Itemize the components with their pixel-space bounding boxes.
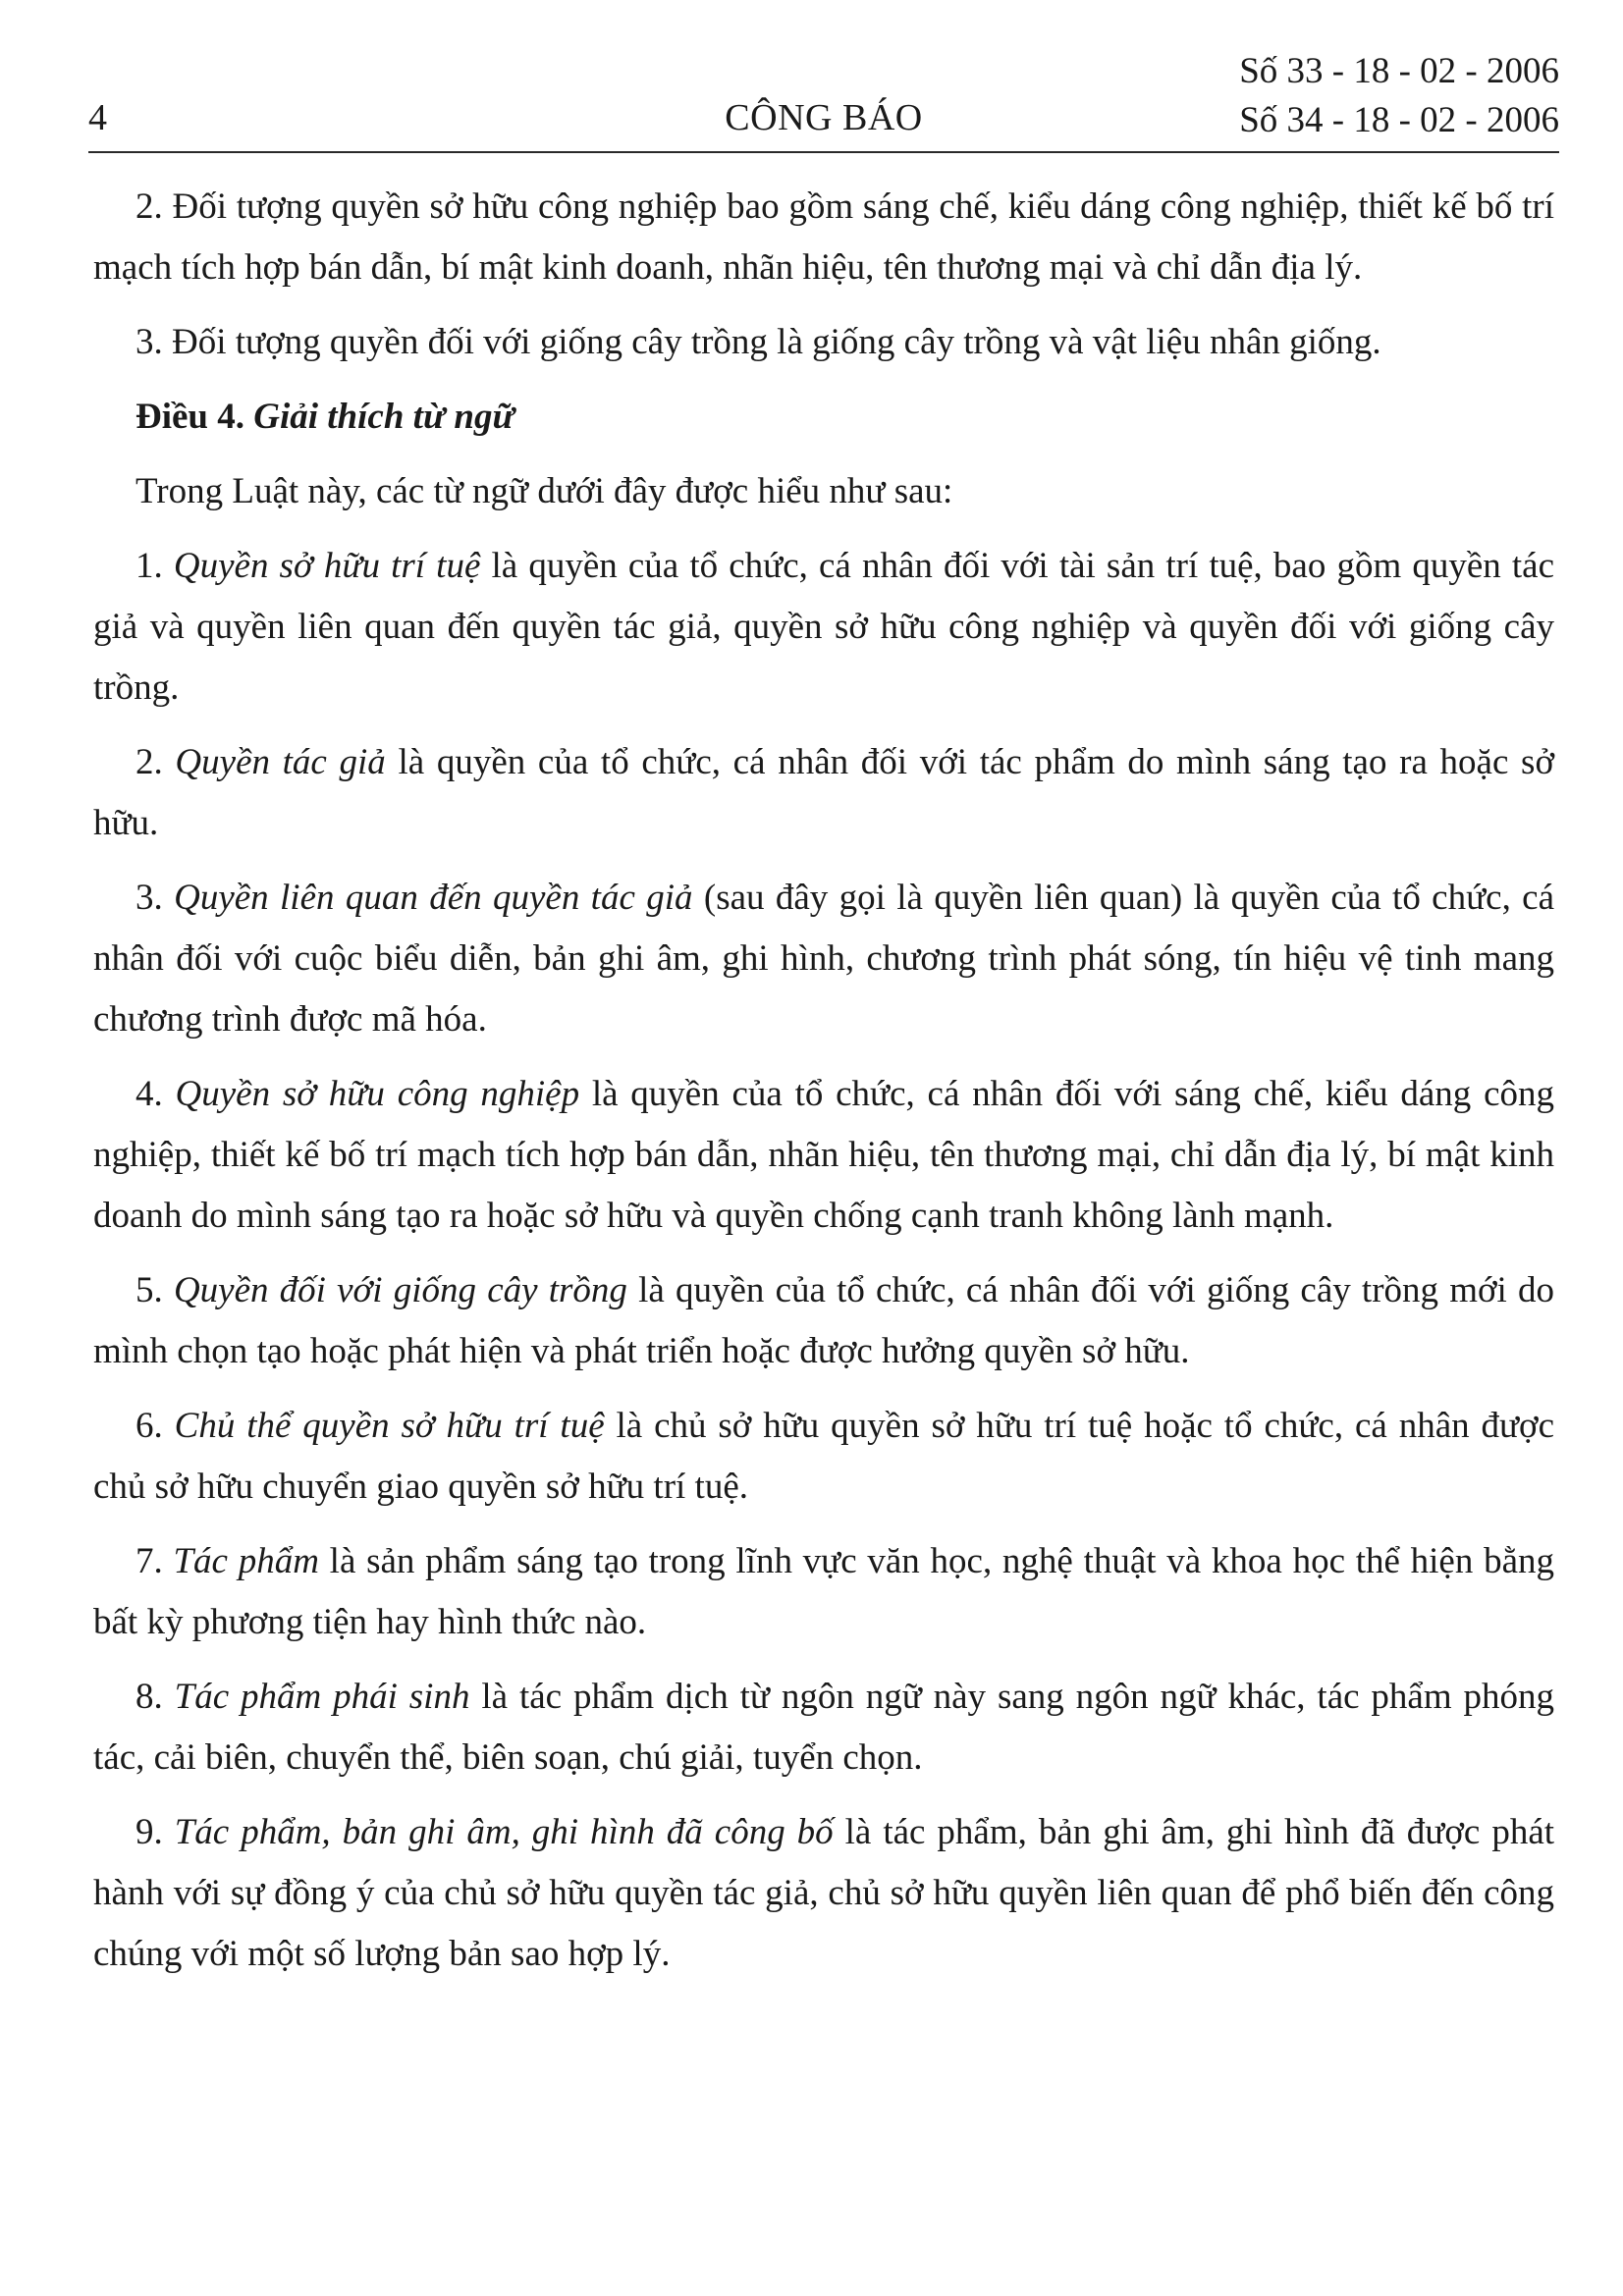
definition-term: Quyền sở hữu công nghiệp <box>175 1074 580 1114</box>
definition-text: là sản phẩm sáng tạo trong lĩnh vực văn học, nghệ thuật và khoa học thể hiện bằng bất kỳ phương tiện hay hình thức nào. <box>93 1541 1555 1642</box>
issue-number: Số 33 - 18 - 02 - 2006 <box>1239 51 1559 91</box>
definition-term: Quyền đối với giống cây trồng <box>173 1270 627 1310</box>
definition-item <box>93 1531 1554 1653</box>
definition-text: là chủ sở hữu quyền sở hữu trí tuệ hoặc tổ chức, cá nhân được chủ sở hữu chuyển giao quyền sở hữu trí tuệ. <box>93 1406 1555 1507</box>
clause-paragraph: 2. Đối tượng quyền sở hữu công nghiệp bao gồm sáng chế, kiểu dáng công nghiệp, thiết kế bố trí mạch tích hợp bán dẫn, bí mật kinh doanh, nhãn hiệu, tên thương mại và chỉ dẫn địa lý. <box>93 187 1554 288</box>
definition-term: Quyền tác giả <box>175 742 386 782</box>
article-heading <box>93 387 1554 448</box>
page-header <box>88 47 1559 145</box>
definition-text: là tác phẩm, bản ghi âm, ghi hình đã được phát hành với sự đồng ý của chủ sở hữu quyền tác giả, chủ sở hữu quyền liên quan để phổ biến đến công chúng với một số lượng bản sao hợp lý. <box>93 1812 1555 1974</box>
definition-text: (sau đây gọi là quyền liên quan) là quyền của tổ chức, cá nhân đối với cuộc biểu diễn, bản ghi âm, ghi hình, chương trình phát sóng, tín hiệu vệ tinh mang chương trình được mã hóa. <box>93 878 1555 1040</box>
header-divider <box>88 151 1559 153</box>
definition-number: 7. <box>135 1541 163 1581</box>
gazette-title: CÔNG BÁO <box>725 97 923 138</box>
definition-number: 1. <box>135 546 163 586</box>
definition-item <box>93 1802 1554 1985</box>
lead-paragraph: Trong Luật này, các từ ngữ dưới đây được hiểu như sau: <box>135 471 953 511</box>
definition-item <box>93 868 1554 1050</box>
issue-number: Số 34 - 18 - 02 - 2006 <box>1239 100 1559 140</box>
definition-item <box>93 1064 1554 1247</box>
definition-text: là quyền của tổ chức, cá nhân đối với sáng chế, kiểu dáng công nghiệp, thiết kế bố trí mạch tích hợp bán dẫn, nhãn hiệu, tên thương mại, chỉ dẫn địa lý, bí mật kinh doanh do mình sáng tạo ra hoặc sở hữu và quyền chống cạnh tranh không lành mạnh. <box>93 1074 1554 1236</box>
definition-number: 6. <box>135 1406 163 1446</box>
article-label: Điều 4. <box>135 397 244 437</box>
definition-term: Quyền liên quan đến quyền tác giả <box>174 878 693 918</box>
document-body <box>93 177 1554 1999</box>
article-title: Giải thích từ ngữ <box>253 397 514 437</box>
clause-paragraph: 3. Đối tượng quyền đối với giống cây trồng là giống cây trồng và vật liệu nhân giống. <box>135 322 1381 362</box>
definition-term: Tác phẩm <box>173 1541 319 1581</box>
definition-term: Quyền sở hữu trí tuệ <box>173 546 481 586</box>
definition-item <box>93 536 1554 719</box>
definition-term: Tác phẩm phái sinh <box>174 1677 470 1717</box>
definition-number: 4. <box>135 1074 163 1114</box>
definition-term: Tác phẩm, bản ghi âm, ghi hình đã công bố <box>174 1812 834 1852</box>
definition-term: Chủ thể quyền sở hữu trí tuệ <box>174 1406 605 1446</box>
definition-item <box>93 1396 1554 1518</box>
definition-number: 5. <box>135 1270 163 1310</box>
definition-item <box>93 732 1554 854</box>
issue-numbers <box>1239 47 1559 145</box>
definition-text: là tác phẩm dịch từ ngôn ngữ này sang ngôn ngữ khác, tác phẩm phóng tác, cải biên, chuyển thể, biên soạn, chú giải, tuyển chọn. <box>93 1677 1555 1778</box>
page-number: 4 <box>88 97 107 138</box>
definition-number: 3. <box>135 878 163 918</box>
definition-item <box>93 1260 1554 1382</box>
definition-number: 2. <box>135 742 163 782</box>
definition-text: là quyền của tổ chức, cá nhân đối với tác phẩm do mình sáng tạo ra hoặc sở hữu. <box>93 742 1555 843</box>
definition-item <box>93 1667 1554 1789</box>
definition-number: 9. <box>135 1812 163 1852</box>
definition-text: là quyền của tổ chức, cá nhân đối với tài sản trí tuệ, bao gồm quyền tác giả và quyền liên quan đến quyền tác giả, quyền sở hữu công nghiệp và quyền đối với giống cây trồng. <box>93 546 1555 708</box>
definition-text: là quyền của tổ chức, cá nhân đối với giống cây trồng mới do mình chọn tạo hoặc phát hiện và phát triển hoặc được hưởng quyền sở hữu. <box>93 1270 1554 1371</box>
definition-number: 8. <box>135 1677 163 1717</box>
